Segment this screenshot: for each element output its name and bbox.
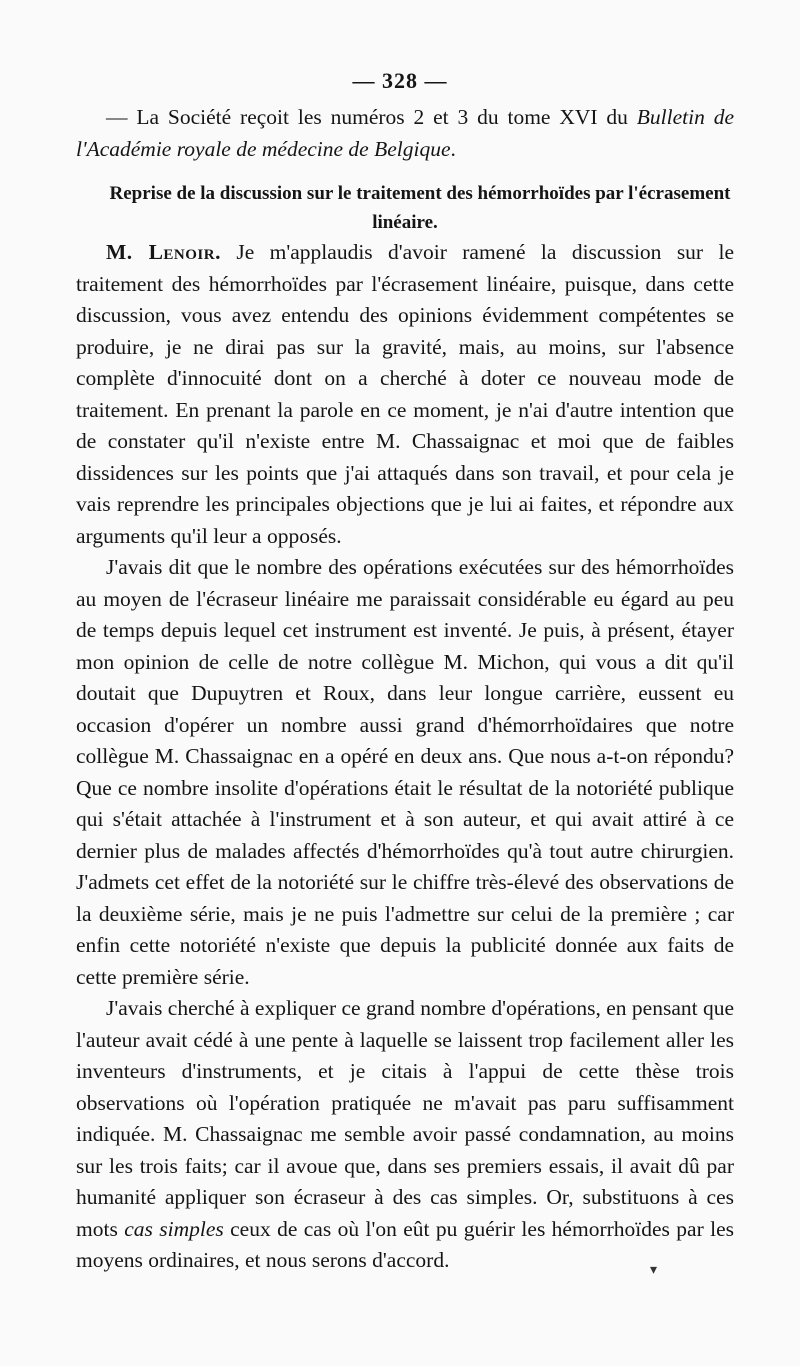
emphasis-text: cas simples (124, 1216, 224, 1241)
paragraph-3 (76, 993, 734, 1277)
page-number: — 328 — (352, 68, 448, 93)
paragraph-2: J'avais dit que le nombre des opérations exécutées sur des hémorrhoïdes au moyen de l'écraseur linéaire me paraissait considérable eu égard au peu de temps depuis lequel cet instrument est inventé. Je puis, à présent, étayer mon opinion de celle de notre collègue M. Michon, qui vous a dit qu'il doutait que Dupuytren et Roux, dans leur longue carrière, eussent eu occasion d'opérer un nombre aussi grand d'hémorrhoïdaires que notre collègue M. Chassaignac en a opéré en deux ans. Que nous a-t-on répondu? Que ce nombre insolite d'opérations était le résultat de la notoriété publique qui s'était attachée à l'instrument et à son auteur, et qui avait attiré à ce dernier plus de malades affectés d'hémorrhoïdes qu'à tout autre chirurgien. J'admets cet effet de la notoriété sur le chiffre très-élevé des observations de la deuxième série, mais je ne puis l'admettre sur celui de la première ; car enfin cette notoriété n'existe que depuis la publicité donnée aux faits de cette première série. (76, 555, 734, 989)
intro-end: . (450, 136, 456, 161)
page-body (76, 102, 734, 1277)
bottom-mark: ▾ (650, 1263, 658, 1278)
paragraph-1-text: Je m'applaudis d'avoir ramené la discussion sur le traitement des hémorrhoïdes par l'écrasement linéaire, puisque, dans cette discussion, vous avez entendu des opinions évidemment compétentes se produire, je ne dirai pas sur la gravité, mais, au moins, sur l'absence complète d'innocuité dont on a cherché à doter ce nouveau mode de traitement. En prenant la parole en ce moment, je n'ai d'autre intention que de constater qu'il n'existe entre M. Chassaignac et moi que de faibles dissidences sur les points que j'ai attaqués dans son travail, et pour cela je vais reprendre les principales objections que je lui ai faites, et répondre aux arguments qu'il leur a opposés. (76, 240, 735, 548)
journal-title: Bulletin de l'Académie royale de médecine de Belgique (76, 105, 734, 161)
speaker-name: M. Lenoir. (106, 240, 221, 264)
intro-text: — La Société reçoit les numéros 2 et 3 du tome XVI du (106, 105, 637, 129)
section-title: Reprise de la discussion sur le traitement des hémorrhoïdes par l'écrasement linéaire. (109, 183, 731, 233)
paragraph-3-end: ceux de cas où l'on eût pu guérir les hémorrhoïdes par les moyens ordinaires, et nous serons d'accord. (76, 1216, 734, 1272)
paragraph-1 (76, 237, 734, 552)
paragraph-3-text: J'avais cherché à expliquer ce grand nombre d'opérations, en pensant que l'auteur avait cédé à une pente à laquelle se laissent trop facilement aller les inventeurs d'instruments, et je citais à l'appui de cette thèse trois observations où l'opération pratiquée ne m'avait pas paru suffisamment indiquée. M. Chassaignac me semble avoir passé condamnation, au moins sur les trois faits; car il avoue que, dans ses premiers essais, il avait dû par humanité appliquer son écraseur à des cas simples. Or, substituons à ces mots (76, 996, 735, 1241)
intro-paragraph (76, 102, 734, 165)
